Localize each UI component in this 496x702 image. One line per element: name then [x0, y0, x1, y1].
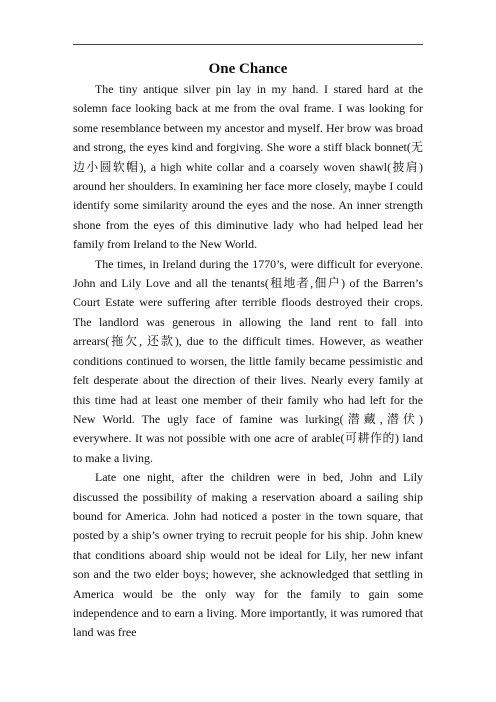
document-title: One Chance	[208, 61, 288, 77]
paragraph: The times, in Ireland during the 1770’s, were difficult for everyone. John and Lily Love and all the tenants(租地者,佃户) of the Barren’s Court Estate were suffering after terrible floods destroyed their crops. The landlord was generous in allowing the land rent to fall into arrears(拖欠, 还款), due to the difficult times. However, as weather conditions continued to worsen, the little family became pessimistic and felt desperate about the direction of their lives. Nearly every family at this time had at least one member of their family who had left for the New World. The ugly face of famine was lurking(潜藏,潜伏) everywhere. It was not possible with one acre of arable(可耕作的) land to make a living.	[73, 256, 423, 465]
paragraph: The tiny antique silver pin lay in my hand. I stared hard at the solemn face looking back at me from the oval frame. I was looking for some resemblance between my ancestor and myself. Her brow was broad and strong, the eyes kind and forgiving. She wore a stiff black bonnet(无边小圆软帽), a high white collar and a coarsely woven shawl(披肩) around her shoulders. In examining her face more closely, maybe I could identify some similarity around the eyes and the nose. An inner strength shone from the eyes of this diminutive lady who had helped lead her family from Ireland to the New World.	[73, 82, 423, 252]
header-rule	[73, 44, 423, 45]
paragraph: Late one night, after the children were in bed, John and Lily discussed the possibility of making a reservation aboard a sailing ship bound for America. John had noticed a poster in the town square, that posted by a ship’s owner trying to recruit people for his ship. John knew that conditions aboard ship would not be ideal for Lily, her new infant son and the two elder boys; however, she acknowledged that settling in America would be the only way for the family to gain some independence and to earn a living. More importantly, it was rumored that land was free	[73, 470, 423, 640]
document-body	[73, 80, 423, 643]
